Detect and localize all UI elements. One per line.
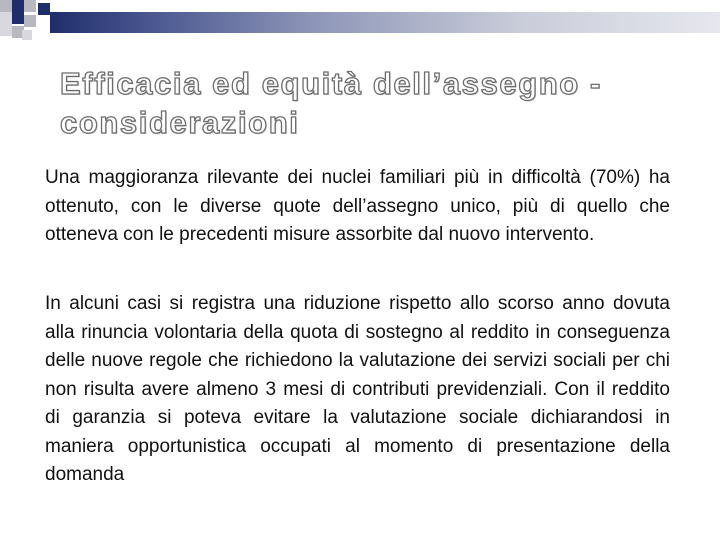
decor-square — [12, 12, 24, 24]
decor-square — [12, 0, 24, 12]
slide-title: Efficacia ed equità dell’assegno - considerazioni — [60, 66, 602, 140]
decor-square — [24, 15, 36, 27]
decor-square — [0, 12, 12, 24]
decor-square — [0, 0, 12, 12]
paragraph: In alcuni casi si registra una riduzione rispetto allo scorso anno dovuta alla rinuncia volontaria della quota di sostegno al reddito in conseguenza delle nuove regole che richiedono la valutazione dei servizi sociali per chi non risulta avere almeno 3 mesi di contributi previdenziali. Con il reddito di garanzia si poteva evitare la valutazione sociale dichiarandosi in maniera opportunistica occupati al momento di presentazione della domanda — [45, 293, 670, 485]
paragraph: Una maggioranza rilevante dei nuclei familiari più in difficoltà (70%) ha ottenuto, con le diverse quote dell’assegno unico, più di quello che otteneva con le precedenti misure assorbite dal nuovo intervento. — [45, 167, 670, 245]
decor-square — [0, 24, 12, 36]
decor-square — [22, 30, 32, 40]
header-gradient-bar — [50, 12, 720, 33]
decor-square — [38, 3, 50, 15]
decor-square — [24, 0, 36, 12]
